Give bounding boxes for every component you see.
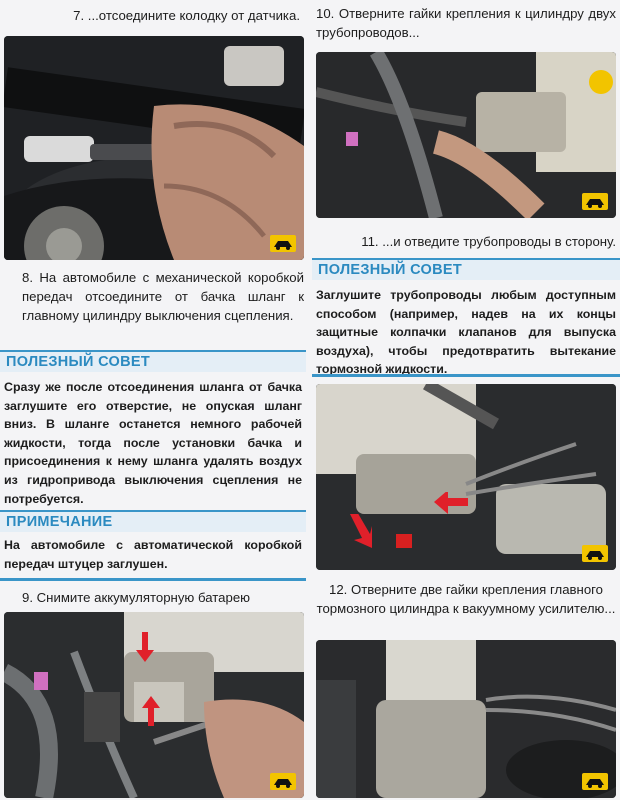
photo-sensor-connector — [4, 36, 304, 260]
note-title: ПРИМЕЧАНИЕ — [0, 510, 306, 532]
car-badge-icon — [270, 235, 296, 252]
tip-2-text: Заглушите трубопроводы любым доступным способом (например, надев на их концы защитные колпачки клапанов для выпуска воздуха), чтобы предотвратить вытекание тормозной жидкости. — [316, 288, 616, 377]
photo-vacuum-booster — [316, 640, 616, 798]
step-12-text: 12. Отверните две гайки крепления главного тормозного цилиндра к вакуумному усилителю... — [316, 582, 616, 616]
step-9-text: 9. Снимите аккумуляторную батарею — [22, 590, 251, 605]
tip-1-text: Сразу же после отсоединения шланга от бачка заглушите его отверстие, не опуская шланг вниз. В шланге останется немного рабочей жидкости, тогда после установки бачка и присоединения к нему шланга удалять воздух из гидропривода выключения сцепления не потребуется. — [4, 380, 302, 506]
car-badge-icon — [582, 545, 608, 562]
car-badge-icon — [582, 193, 608, 210]
step-7-text: 7. ...отсоедините колодку от датчика. — [73, 8, 300, 23]
tip-1-title: ПОЛЕЗНЫЙ СОВЕТ — [0, 350, 306, 372]
step-8-text: 8. На автомобиле с механической коробкой передач отсоедините от бачка шланг к главному цилиндру выключения сцепления. — [22, 270, 304, 323]
red-arrow-icon — [136, 632, 154, 662]
tip-2-divider — [312, 374, 620, 377]
red-arrow-icon — [434, 492, 468, 514]
step-10-text: 10. Отверните гайки крепления к цилиндру двух трубопроводов... — [316, 6, 616, 40]
car-badge-icon — [582, 773, 608, 790]
photo-master-cylinder — [316, 384, 616, 570]
photo-battery-area — [4, 612, 304, 798]
red-arrow-icon — [142, 696, 160, 726]
red-arrow-icon — [350, 514, 372, 548]
note-text: На автомобиле с автоматической коробкой передач штуцер заглушен. — [4, 538, 302, 571]
note-divider — [0, 578, 306, 581]
photo-brake-lines — [316, 52, 616, 218]
car-badge-icon — [270, 773, 296, 790]
step-11-text: 11. ...и отведите трубопроводы в сторону. — [361, 234, 616, 249]
tip-2-title: ПОЛЕЗНЫЙ СОВЕТ — [312, 258, 620, 280]
